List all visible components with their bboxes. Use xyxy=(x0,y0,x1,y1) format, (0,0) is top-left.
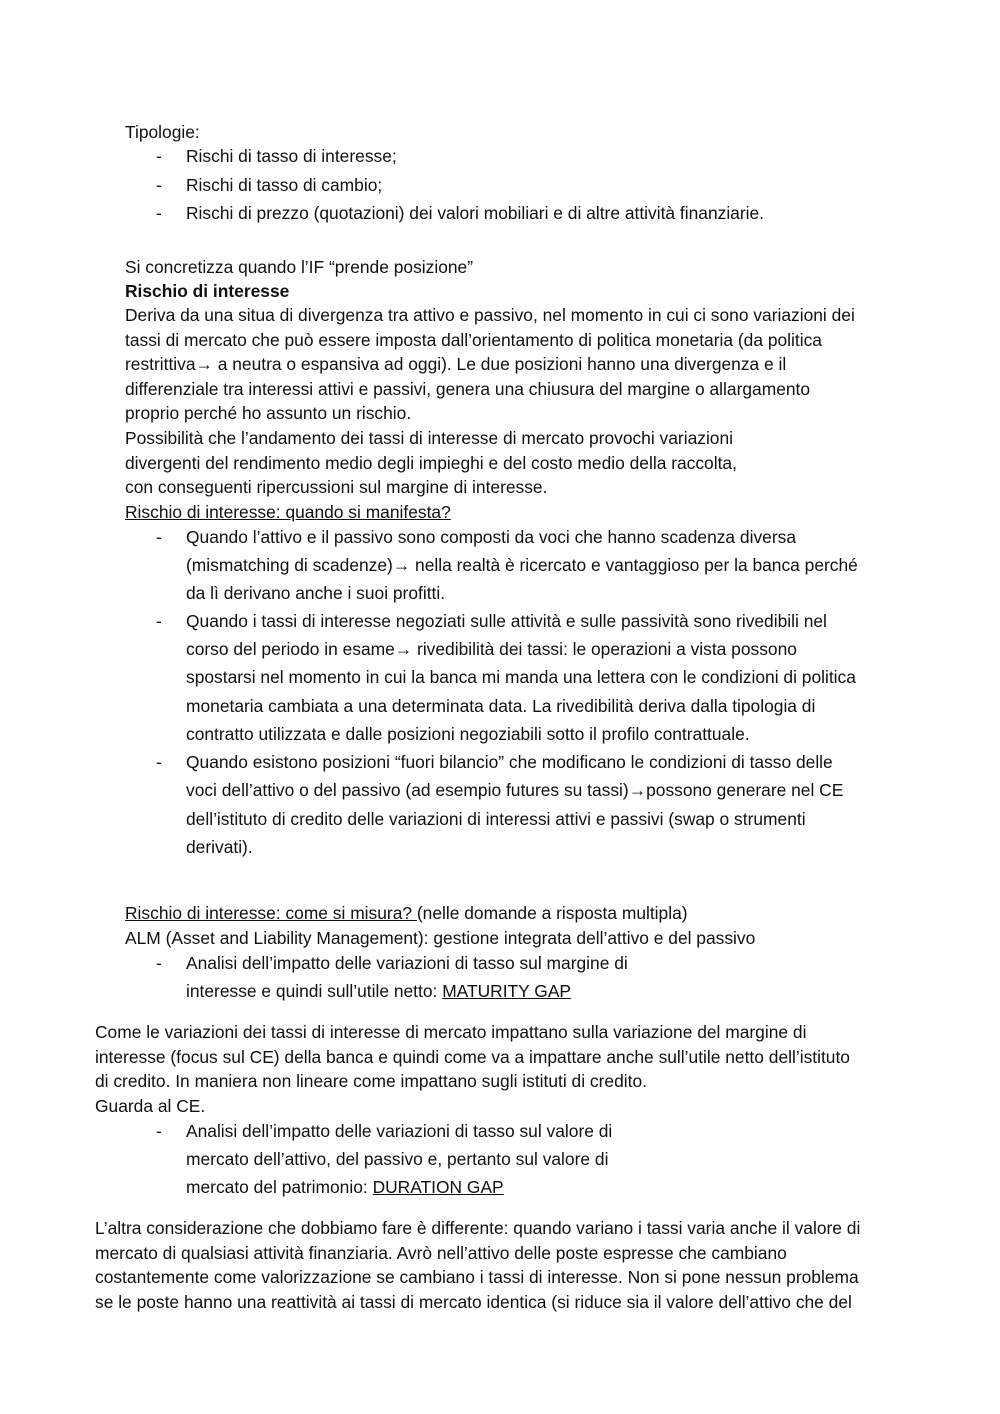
list-item-line: interesse e quindi sull’utile netto: xyxy=(186,981,443,1001)
bullet-dash: - xyxy=(156,1121,162,1141)
list-item-line: Quando l’attivo e il passivo sono composti da voci che hanno scadenza diversa xyxy=(186,527,796,547)
list-item-line: corso del periodo in esame→ rivedibilità dei tassi: le operazioni a vista possono xyxy=(186,639,797,659)
paragraph-line: di credito. In maniera non lineare come impattano sugli istituti di credito. xyxy=(95,1071,647,1091)
bullet-dash: - xyxy=(156,527,162,547)
bullet-dash: - xyxy=(156,175,162,195)
paragraph-line: L’altra considerazione che dobbiamo fare è differente: quando variano i tassi varia anche il valore di xyxy=(95,1218,861,1238)
section-title: Rischio di interesse xyxy=(125,281,290,301)
list-item-line: Analisi dell’impatto delle variazioni di tasso sul valore di xyxy=(186,1121,613,1141)
misura-heading-row xyxy=(125,905,688,922)
list-item-line: (mismatching di scadenze)→ nella realtà è ricercato e vantaggioso per la banca perché xyxy=(186,555,858,575)
bullet-dash: - xyxy=(156,752,162,772)
manifesta-heading: Rischio di interesse: quando si manifesta? xyxy=(125,502,451,522)
list-item-line-row xyxy=(186,983,571,1000)
list-item-line: contratto utilizzata e dalle posizioni negoziabili sotto il profilo contrattuale. xyxy=(186,724,750,744)
maturity-gap-term: MATURITY GAP xyxy=(442,981,572,1001)
paragraph-line: Come le variazioni dei tassi di interesse di mercato impattano sulla variazione del margine di xyxy=(95,1022,807,1042)
list-item-line: spostarsi nel momento in cui la banca mi manda una lettera con le condizioni di politica xyxy=(186,667,856,687)
list-item: Rischi di tasso di cambio; xyxy=(186,175,383,195)
list-item-line: mercato del patrimonio: xyxy=(186,1177,373,1197)
list-item-line: Quando i tassi di interesse negoziati sulle attività e sulle passività sono rivedibili nel xyxy=(186,611,827,631)
paragraph-line: con conseguenti ripercussioni sul margine di interesse. xyxy=(125,477,548,497)
misura-heading: Rischio di interesse: come si misura? xyxy=(125,903,417,923)
list-item-line: dell’istituto di credito delle variazioni di interessi attivi e passivi (swap o strumenti xyxy=(186,809,806,829)
concretizza-text: Si concretizza quando l’IF “prende posizione” xyxy=(125,257,473,277)
paragraph-line: tassi di mercato che può essere imposta dall’orientamento di politica monetaria (da politica xyxy=(125,330,822,350)
paragraph-line: Possibilità che l’andamento dei tassi di interesse di mercato provochi variazioni xyxy=(125,428,734,448)
paragraph-line: interesse (focus sul CE) della banca e quindi come va a impattare anche sull’utile netto dell’istituto xyxy=(95,1047,850,1067)
paragraph-line: restrittiva→ a neutra o espansiva ad oggi). Le due posizioni hanno una divergenza e il xyxy=(125,354,787,374)
bullet-dash: - xyxy=(156,611,162,631)
misura-heading-note: (nelle domande a risposta multipla) xyxy=(416,903,688,923)
list-item: Rischi di prezzo (quotazioni) dei valori mobiliari e di altre attività finanziarie. xyxy=(186,203,765,223)
paragraph-line: costantemente come valorizzazione se cambiano i tassi di interesse. Non si pone nessun problema xyxy=(95,1267,859,1287)
list-item-line: Analisi dell’impatto delle variazioni di tasso sul margine di xyxy=(186,953,628,973)
tipologie-heading: Tipologie: xyxy=(125,122,200,142)
list-item-line: monetaria cambiata a una determinata data. La rivedibilità deriva dalla tipologia di xyxy=(186,696,816,716)
paragraph-line: Guarda al CE. xyxy=(95,1096,206,1116)
paragraph-line: Deriva da una situa di divergenza tra attivo e passivo, nel momento in cui ci sono variazioni dei xyxy=(125,305,855,325)
bullet-dash: - xyxy=(156,953,162,973)
duration-gap-term: DURATION GAP xyxy=(372,1177,504,1197)
list-item-line: Quando esistono posizioni “fuori bilancio” che modificano le condizioni di tasso delle xyxy=(186,752,833,772)
list-item-line: da lì derivano anche i suoi profitti. xyxy=(186,583,446,603)
list-item-line: derivati). xyxy=(186,837,253,857)
alm-text: ALM (Asset and Liability Management): gestione integrata dell’attivo e del passivo xyxy=(125,928,756,948)
paragraph-line: mercato di qualsiasi attività finanziaria. Avrò nell’attivo delle poste espresse che cambiano xyxy=(95,1243,787,1263)
bullet-dash: - xyxy=(156,146,162,166)
paragraph-line: differenziale tra interessi attivi e passivi, genera una chiusura del margine o allargamento xyxy=(125,379,811,399)
list-item-line: voci dell’attivo o del passivo (ad esempio futures su tassi)→possono generare nel CE xyxy=(186,780,844,800)
list-item-line-row xyxy=(186,1179,504,1196)
list-item: Rischi di tasso di interesse; xyxy=(186,146,397,166)
paragraph-line: proprio perché ho assunto un rischio. xyxy=(125,403,412,423)
list-item-line: mercato dell’attivo, del passivo e, pertanto sul valore di xyxy=(186,1149,609,1169)
paragraph-line: divergenti del rendimento medio degli impieghi e del costo medio della raccolta, xyxy=(125,453,737,473)
paragraph-line: se le poste hanno una reattività ai tassi di mercato identica (si riduce sia il valore dell’attivo che del xyxy=(95,1292,852,1312)
bullet-dash: - xyxy=(156,203,162,223)
